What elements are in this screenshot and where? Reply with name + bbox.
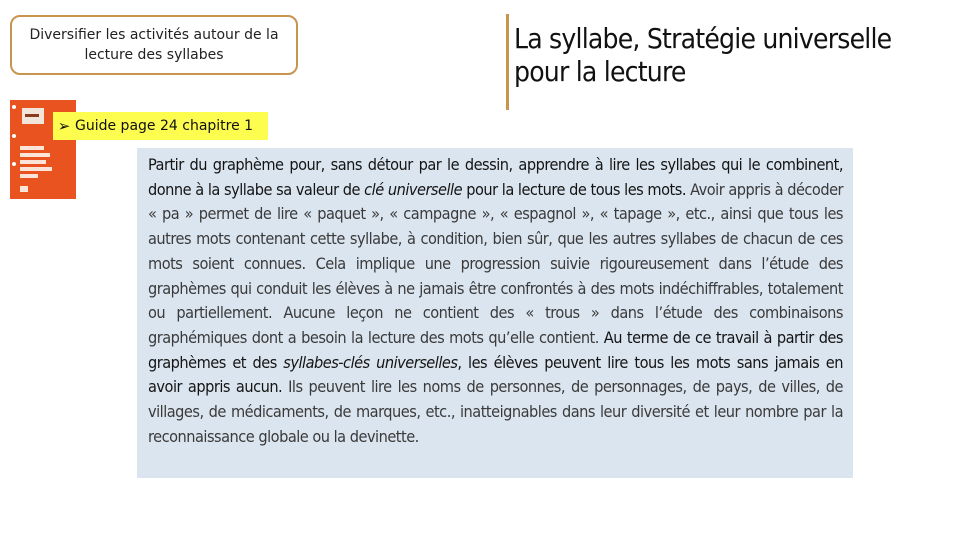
quote-sentence-3-italic: syllabes-clés universelles bbox=[283, 352, 458, 372]
guide-reference-label: Guide page 24 chapitre 1 bbox=[75, 118, 254, 134]
cover-title-line bbox=[20, 160, 46, 164]
cover-title-line bbox=[20, 167, 52, 171]
slide-title: La syllabe, Stratégie universelle pour la lecture bbox=[514, 22, 892, 88]
cover-dot bbox=[12, 162, 16, 166]
cover-dot bbox=[12, 134, 16, 138]
arrow-bullet-icon: ➢ bbox=[57, 117, 71, 135]
guide-reference-badge bbox=[53, 112, 268, 140]
cover-title-line bbox=[20, 174, 38, 178]
cover-mark bbox=[20, 186, 28, 192]
cover-title-line bbox=[20, 146, 44, 150]
quote-sentence-3b: , les élèves peuvent lire tous les mots sans jamais en avoir appris aucun. bbox=[148, 352, 843, 397]
publisher-logo-icon bbox=[22, 108, 44, 124]
quote-sentence-3a: Au terme de ce travail à partir des graphèmes et des bbox=[148, 327, 843, 372]
quote-sentence-1b: pour la lecture de tous les mots. bbox=[462, 179, 686, 199]
cover-title-line bbox=[20, 153, 50, 157]
quote-excerpt-panel bbox=[137, 148, 853, 478]
quote-sentence-1a: Partir du graphème pour, sans détour par le dessin, apprendre à lire les syllabes qui le combinent, donne à la syllabe sa valeur de bbox=[148, 155, 843, 199]
quote-sentence-2: Avoir appris à décoder « pa » permet de lire « paquet », « campagne », « espagnol », « tapage », etc., ainsi que tous les autres mots contenant cette syllabe, à condition, bien sûr, que les autres syllabes de chacun de ces mots soient connues. Cela implique une progression suivie rigoureusement dans l’étude des graphèmes qui conduit les élèves à ne jamais être confrontés à des mots indéchiffrables, totalement ou partiellement. Aucune leçon ne contient des « trous » dans l’étude des combinaisons graphémiques dont a besoin la lecture des mots qu’elle contient. bbox=[148, 179, 844, 347]
cover-dot bbox=[12, 105, 16, 109]
quote-sentence-1-italic: clé universelle bbox=[364, 179, 463, 199]
topic-box: Diversifier les activités autour de la lecture des syllabes bbox=[10, 15, 298, 75]
title-divider bbox=[506, 14, 509, 110]
quote-sentence-4: Ils peuvent lire les noms de personnes, de personnages, de pays, de villes, de villages, de médicaments, de marques, etc., inatteignables dans leur diversité et leur nombre par la reconnaissance globale ou la devinette. bbox=[148, 377, 843, 446]
